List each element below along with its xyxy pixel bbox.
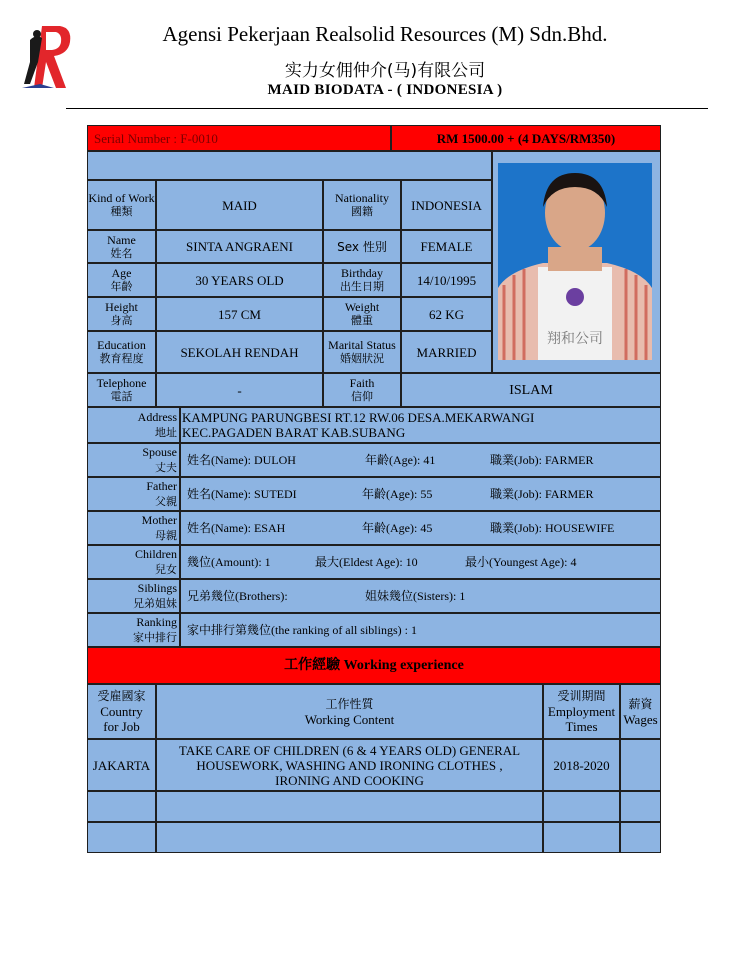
birthday-value: 14/10/1995 <box>401 263 492 297</box>
kind-of-work-value: MAID <box>156 180 323 230</box>
empty-cell <box>543 822 620 853</box>
name-label: Name 姓名 <box>87 230 156 263</box>
marital-status-value: MARRIED <box>401 331 492 373</box>
ranking-details: 家中排行第幾位(the ranking of all siblings) : 1 <box>180 613 661 647</box>
company-name-chinese: 实力女佣仲介(马)有限公司 <box>284 61 486 81</box>
blank-strip <box>87 151 492 180</box>
education-value: SEKOLAH RENDAH <box>156 331 323 373</box>
nationality-value: INDONESIA <box>401 180 492 230</box>
empty-cell <box>620 822 661 853</box>
company-name: Agensi Pekerjaan Realsolid Resources (M) Sdn.Bhd. <box>162 22 608 46</box>
faith-label: Faith 信仰 <box>323 373 401 407</box>
father-label: Father 父親 <box>87 477 180 511</box>
weight-label: Weight 體重 <box>323 297 401 331</box>
empty-cell <box>87 822 156 853</box>
weight-value: 62 KG <box>401 297 492 331</box>
working-experience-title: 工作經驗 Working experience <box>87 647 661 684</box>
siblings-details: 兄弟幾位(Brothers): 姐妹幾位(Sisters): 1 <box>180 579 661 613</box>
employment-times-header: 受训期間 Employment Times <box>543 684 620 739</box>
nationality-label: Nationality 國籍 <box>323 180 401 230</box>
empty-cell <box>156 791 543 822</box>
spouse-details: 姓名(Name): DULOH 年齡(Age): 41 職業(Job): FARMER <box>180 443 661 477</box>
empty-cell <box>620 791 661 822</box>
empty-cell <box>87 791 156 822</box>
height-value: 157 CM <box>156 297 323 331</box>
working-content-header: 工作性質 Working Content <box>156 684 543 739</box>
address-label: Address 地址 <box>87 407 180 443</box>
mother-details: 姓名(Name): ESAH 年齡(Age): 45 職業(Job): HOUSEWIFE <box>180 511 661 545</box>
mother-label: Mother 母親 <box>87 511 180 545</box>
empty-cell <box>156 822 543 853</box>
sex-label: Sex 性別 <box>323 230 401 263</box>
document-title: MAID BIODATA - ( INDONESIA ) <box>267 82 503 98</box>
telephone-value: - <box>156 373 323 407</box>
country-header: 受雇國家 Country for Job <box>87 684 156 739</box>
education-label: Education 教育程度 <box>87 331 156 373</box>
serial-number: Serial Number : F-0010 <box>87 125 391 151</box>
father-details: 姓名(Name): SUTEDI 年齡(Age): 55 職業(Job): FARMER <box>180 477 661 511</box>
photo-watermark: 翔和公司 <box>547 331 603 347</box>
kind-of-work-label: Kind of Work 種類 <box>87 180 156 230</box>
age-value: 30 YEARS OLD <box>156 263 323 297</box>
name-value: SINTA ANGRAENI <box>156 230 323 263</box>
sex-value: FEMALE <box>401 230 492 263</box>
children-details: 幾位(Amount): 1 最大(Eldest Age): 10 最小(Youngest Age): 4 <box>180 545 661 579</box>
birthday-label: Birthday 出生日期 <box>323 263 401 297</box>
experience-period: 2018-2020 <box>543 739 620 791</box>
experience-country: JAKARTA <box>87 739 156 791</box>
faith-value: ISLAM <box>401 373 661 407</box>
spouse-label: Spouse 丈夫 <box>87 443 180 477</box>
experience-wages <box>620 739 661 791</box>
telephone-label: Telephone 電話 <box>87 373 156 407</box>
address-value: KAMPUNG PARUNGBESI RT.12 RW.06 DESA.MEKARWANGI KEC.PAGADEN BARAT KAB.SUBANG <box>180 407 661 443</box>
ranking-label: Ranking 家中排行 <box>87 613 180 647</box>
children-label: Children 兒女 <box>87 545 180 579</box>
marital-status-label: Marital Status 婚姻狀況 <box>323 331 401 373</box>
price: RM 1500.00 + (4 DAYS/RM350) <box>391 125 661 151</box>
age-label: Age 年齡 <box>87 263 156 297</box>
experience-content: TAKE CARE OF CHILDREN (6 & 4 YEARS OLD) GENERAL HOUSEWORK, WASHING AND IRONING CLOTHES , IRONING AND COOKING <box>156 739 543 791</box>
height-label: Height 身高 <box>87 297 156 331</box>
wages-header: 薪資 Wages <box>620 684 661 739</box>
header-divider <box>66 108 708 109</box>
company-logo <box>20 22 72 92</box>
siblings-label: Siblings 兄弟姐妹 <box>87 579 180 613</box>
maid-photo <box>498 163 652 360</box>
empty-cell <box>543 791 620 822</box>
